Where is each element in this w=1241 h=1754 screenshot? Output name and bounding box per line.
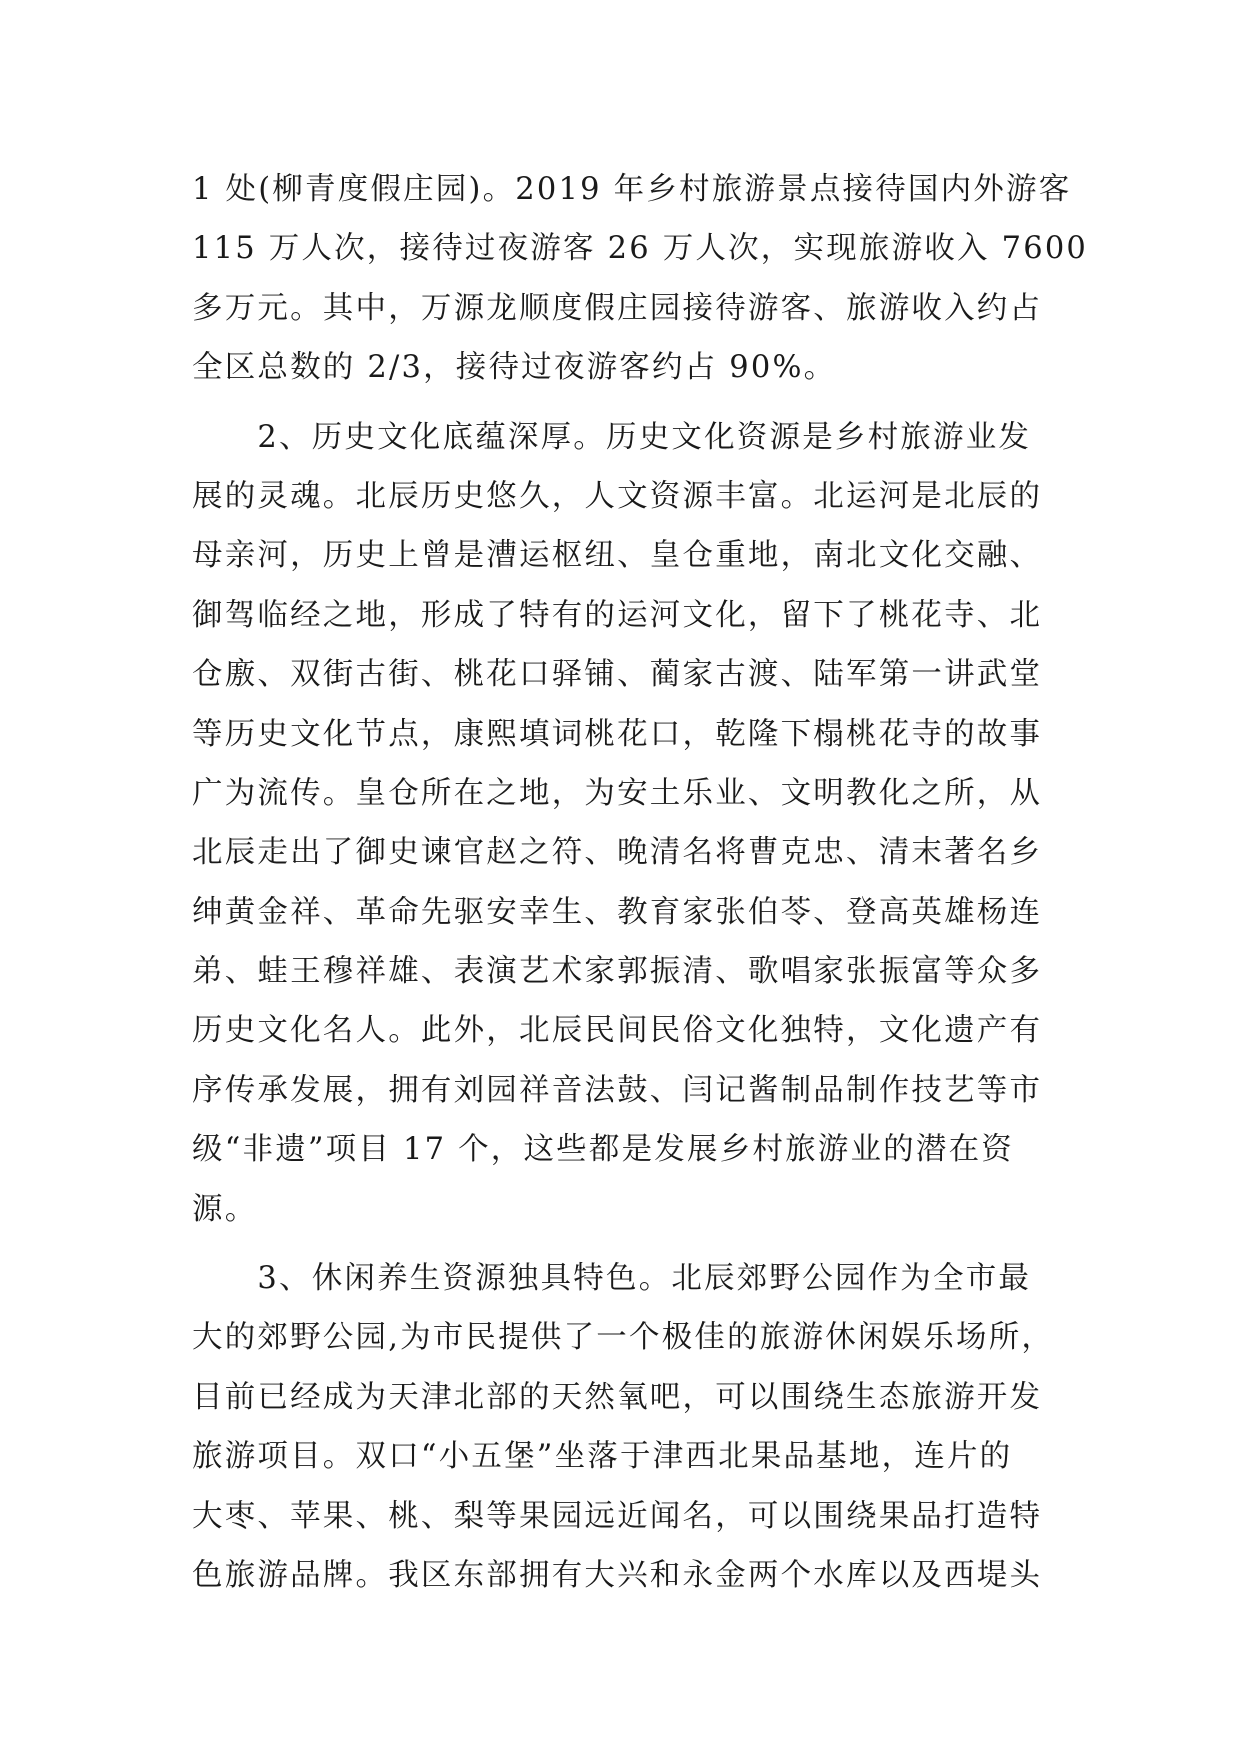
- text-line: 大枣、苹果、桃、梨等果园远近闻名，可以围绕果品打造特: [192, 1498, 1043, 1534]
- paragraph-3: [192, 1249, 1060, 1605]
- text-line: 2、历史文化底蕴深厚。历史文化资源是乡村旅游业发: [192, 419, 1032, 455]
- text-line: 广为流传。皇仓所在之地，为安土乐业、文明教化之所，从: [192, 775, 1043, 811]
- text-line: 大的郊野公园,为市民提供了一个极佳的旅游休闲娱乐场所，: [192, 1320, 1055, 1356]
- text-line: 等历史文化节点，康熙填词桃花口，乾隆下榻桃花寺的故事: [192, 716, 1043, 752]
- text-line: 目前已经成为天津北部的天然氧吧，可以围绕生态旅游开发: [192, 1379, 1043, 1415]
- text-line: 源。: [192, 1191, 258, 1227]
- text-line: 母亲河，历史上曾是漕运枢纽、皇仓重地，南北文化交融、: [192, 538, 1043, 574]
- text-line: 1 处(柳青度假庄园)。2019 年乡村旅游景点接待国内外游客: [192, 172, 1072, 207]
- text-line: 3、休闲养生资源独具特色。北辰郊野公园作为全市最: [192, 1261, 1032, 1297]
- paragraph-1: [192, 160, 1089, 398]
- document-body: [192, 160, 1089, 1605]
- text-line: 北辰走出了御史谏官赵之符、晚清名将曹克忠、清末著名乡: [192, 835, 1043, 871]
- text-line: 多万元。其中，万源龙顺度假庄园接待游客、旅游收入约占: [192, 290, 1043, 326]
- text-line: 弟、蛙王穆祥雄、表演艺术家郭振清、歌唱家张振富等众多: [192, 954, 1043, 990]
- text-line: 序传承发展，拥有刘园祥音法鼓、闫记酱制品制作技艺等市: [192, 1072, 1043, 1108]
- paragraph-spacer: [192, 398, 1060, 408]
- text-line: 仓廒、双街古街、桃花口驿铺、蔺家古渡、陆军第一讲武堂: [192, 657, 1043, 693]
- text-line: 级“非遗”项目 17 个，这些都是发展乡村旅游业的潜在资: [192, 1132, 1014, 1168]
- paragraph-spacer: [192, 1239, 1060, 1249]
- text-line: 色旅游品牌。我区东部拥有大兴和永金两个水库以及西堤头: [192, 1557, 1043, 1593]
- text-line: 旅游项目。双口“小五堡”坐落于津西北果品基地，连片的: [192, 1439, 1013, 1475]
- paragraph-2: [192, 408, 1060, 1239]
- text-line: 历史文化名人。此外，北辰民间民俗文化独特，文化遗产有: [192, 1013, 1043, 1049]
- text-line: 展的灵魂。北辰历史悠久，人文资源丰富。北运河是北辰的: [192, 478, 1043, 514]
- text-line: 绅黄金祥、革命先驱安幸生、教育家张伯苓、登高英雄杨连: [192, 894, 1043, 930]
- text-line: 全区总数的 2/3，接待过夜游客约占 90%。: [192, 350, 837, 386]
- text-line: 115 万人次，接待过夜游客 26 万人次，实现旅游收入 7600: [192, 231, 1089, 267]
- text-line: 御驾临经之地，形成了特有的运河文化，留下了桃花寺、北: [192, 597, 1043, 633]
